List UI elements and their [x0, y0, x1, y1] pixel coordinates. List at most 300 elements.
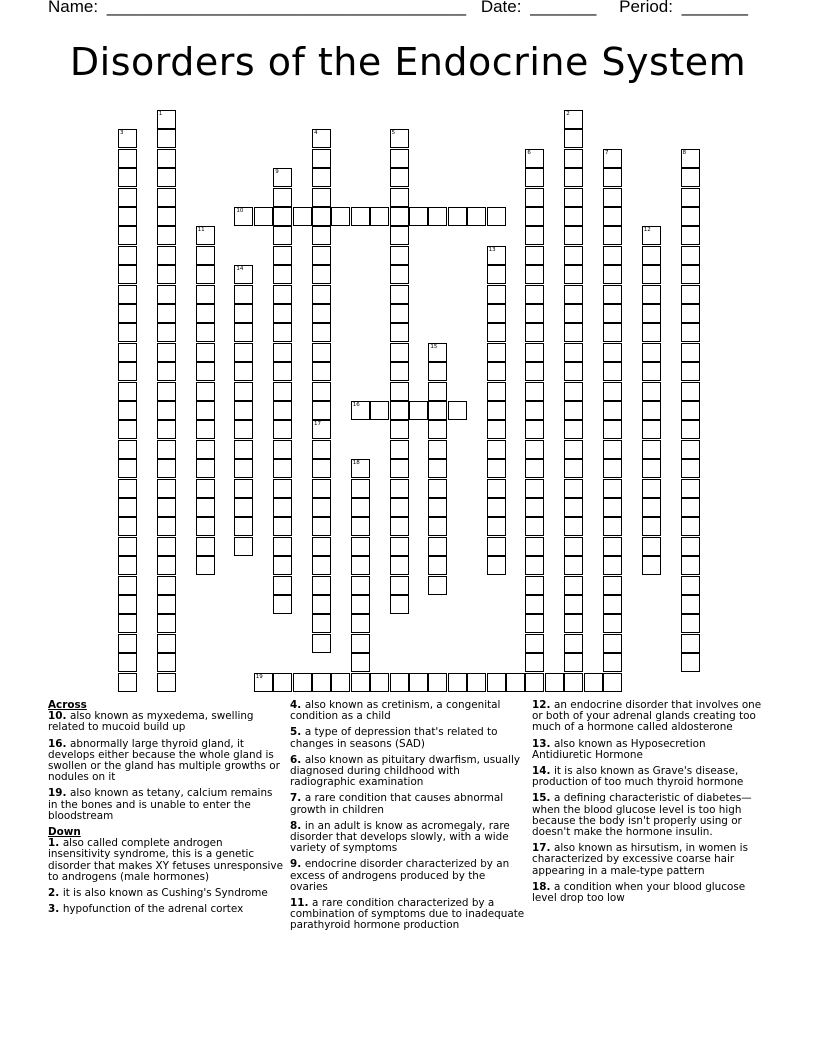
crossword-cell[interactable] [196, 440, 215, 459]
crossword-cell[interactable] [428, 440, 447, 459]
crossword-cell[interactable] [118, 440, 137, 459]
crossword-cell[interactable] [118, 459, 137, 478]
crossword-cell[interactable] [525, 188, 544, 207]
crossword-cell[interactable] [273, 576, 292, 595]
crossword-cell[interactable] [681, 207, 700, 226]
crossword-cell[interactable] [545, 673, 564, 692]
crossword-cell[interactable] [351, 537, 370, 556]
crossword-cell[interactable] [196, 537, 215, 556]
crossword-cell[interactable] [254, 673, 273, 692]
crossword-cell[interactable] [603, 382, 622, 401]
crossword-cell[interactable] [428, 517, 447, 536]
crossword-cell[interactable] [196, 343, 215, 362]
crossword-cell[interactable] [564, 285, 583, 304]
crossword-cell[interactable] [351, 595, 370, 614]
crossword-cell[interactable] [487, 517, 506, 536]
crossword-cell[interactable] [118, 343, 137, 362]
crossword-cell[interactable] [564, 246, 583, 265]
crossword-cell[interactable] [681, 188, 700, 207]
crossword-cell[interactable] [273, 226, 292, 245]
crossword-cell[interactable] [525, 517, 544, 536]
crossword-cell[interactable] [273, 498, 292, 517]
crossword-cell[interactable] [681, 401, 700, 420]
crossword-cell[interactable] [273, 188, 292, 207]
crossword-cell[interactable] [448, 207, 467, 226]
crossword-cell[interactable] [351, 498, 370, 517]
crossword-cell[interactable] [487, 382, 506, 401]
crossword-cell[interactable] [525, 634, 544, 653]
crossword-cell[interactable] [467, 673, 486, 692]
crossword-cell[interactable] [681, 168, 700, 187]
crossword-cell[interactable] [428, 382, 447, 401]
crossword-cell[interactable] [390, 149, 409, 168]
crossword-cell[interactable] [312, 207, 331, 226]
crossword-cell[interactable] [196, 420, 215, 439]
crossword-cell[interactable] [564, 517, 583, 536]
crossword-cell[interactable] [118, 653, 137, 672]
crossword-cell[interactable] [312, 440, 331, 459]
crossword-cell[interactable] [312, 537, 331, 556]
crossword-cell[interactable] [157, 304, 176, 323]
crossword-cell[interactable] [157, 595, 176, 614]
crossword-cell[interactable] [234, 440, 253, 459]
crossword-cell[interactable] [331, 207, 350, 226]
crossword-cell[interactable] [312, 517, 331, 536]
crossword-cell[interactable] [312, 149, 331, 168]
crossword-cell[interactable] [603, 440, 622, 459]
crossword-cell[interactable] [157, 614, 176, 633]
crossword-cell[interactable] [487, 265, 506, 284]
crossword-cell[interactable] [351, 634, 370, 653]
crossword-cell[interactable] [681, 634, 700, 653]
crossword-cell[interactable] [487, 207, 506, 226]
crossword-cell[interactable] [487, 343, 506, 362]
crossword-cell[interactable] [273, 168, 292, 187]
crossword-cell[interactable] [157, 517, 176, 536]
crossword-cell[interactable] [157, 226, 176, 245]
crossword-cell[interactable] [157, 168, 176, 187]
crossword-cell[interactable] [428, 420, 447, 439]
crossword-cell[interactable] [157, 653, 176, 672]
crossword-cell[interactable] [642, 265, 661, 284]
crossword-cell[interactable] [603, 362, 622, 381]
crossword-cell[interactable] [525, 459, 544, 478]
crossword-cell[interactable] [642, 440, 661, 459]
crossword-cell[interactable] [234, 420, 253, 439]
crossword-cell[interactable] [312, 401, 331, 420]
crossword-cell[interactable] [681, 304, 700, 323]
crossword-cell[interactable] [681, 498, 700, 517]
crossword-cell[interactable] [603, 323, 622, 342]
crossword-cell[interactable] [312, 498, 331, 517]
crossword-cell[interactable] [525, 556, 544, 575]
crossword-cell[interactable] [234, 362, 253, 381]
crossword-cell[interactable] [196, 382, 215, 401]
crossword-cell[interactable] [642, 246, 661, 265]
crossword-cell[interactable] [390, 246, 409, 265]
crossword-cell[interactable] [681, 614, 700, 633]
crossword-cell[interactable] [564, 479, 583, 498]
crossword-cell[interactable] [525, 285, 544, 304]
crossword-cell[interactable] [118, 362, 137, 381]
crossword-cell[interactable] [370, 207, 389, 226]
crossword-cell[interactable] [234, 323, 253, 342]
crossword-cell[interactable] [196, 323, 215, 342]
crossword-cell[interactable] [564, 149, 583, 168]
crossword-cell[interactable] [118, 382, 137, 401]
crossword-cell[interactable] [157, 440, 176, 459]
crossword-cell[interactable] [293, 673, 312, 692]
crossword-cell[interactable] [157, 343, 176, 362]
crossword-cell[interactable] [118, 673, 137, 692]
crossword-cell[interactable] [487, 323, 506, 342]
crossword-cell[interactable] [234, 304, 253, 323]
crossword-cell[interactable] [390, 265, 409, 284]
crossword-cell[interactable] [564, 226, 583, 245]
crossword-cell[interactable] [448, 673, 467, 692]
crossword-cell[interactable] [525, 537, 544, 556]
crossword-cell[interactable] [157, 479, 176, 498]
crossword-cell[interactable] [390, 362, 409, 381]
crossword-cell[interactable] [118, 226, 137, 245]
crossword-cell[interactable] [351, 653, 370, 672]
crossword-cell[interactable] [564, 168, 583, 187]
crossword-cell[interactable] [196, 265, 215, 284]
crossword-cell[interactable] [157, 673, 176, 692]
crossword-cell[interactable] [409, 207, 428, 226]
crossword-cell[interactable] [487, 556, 506, 575]
crossword-cell[interactable] [390, 517, 409, 536]
crossword-cell[interactable] [234, 459, 253, 478]
crossword-cell[interactable] [487, 673, 506, 692]
crossword-cell[interactable] [118, 149, 137, 168]
crossword-cell[interactable] [525, 362, 544, 381]
crossword-cell[interactable] [157, 265, 176, 284]
crossword-cell[interactable] [157, 382, 176, 401]
crossword-cell[interactable] [390, 459, 409, 478]
crossword-cell[interactable] [157, 246, 176, 265]
crossword-cell[interactable] [390, 382, 409, 401]
crossword-cell[interactable] [564, 595, 583, 614]
crossword-cell[interactable] [564, 420, 583, 439]
crossword-cell[interactable] [118, 401, 137, 420]
crossword-cell[interactable] [273, 285, 292, 304]
crossword-cell[interactable] [681, 149, 700, 168]
crossword-cell[interactable] [351, 459, 370, 478]
crossword-cell[interactable] [351, 556, 370, 575]
crossword-cell[interactable] [312, 343, 331, 362]
crossword-cell[interactable] [157, 362, 176, 381]
crossword-cell[interactable] [681, 420, 700, 439]
crossword-cell[interactable] [312, 304, 331, 323]
crossword-cell[interactable] [118, 498, 137, 517]
crossword-cell[interactable] [234, 285, 253, 304]
date-blank[interactable]: _______ [530, 0, 597, 16]
crossword-cell[interactable] [681, 362, 700, 381]
crossword-cell[interactable] [273, 595, 292, 614]
crossword-cell[interactable] [157, 576, 176, 595]
crossword-cell[interactable] [681, 382, 700, 401]
crossword-cell[interactable] [312, 634, 331, 653]
crossword-cell[interactable] [642, 537, 661, 556]
crossword-cell[interactable] [118, 168, 137, 187]
crossword-cell[interactable] [681, 246, 700, 265]
crossword-cell[interactable] [564, 129, 583, 148]
crossword-cell[interactable] [390, 537, 409, 556]
crossword-cell[interactable] [564, 343, 583, 362]
crossword-cell[interactable] [312, 382, 331, 401]
crossword-cell[interactable] [390, 285, 409, 304]
crossword-cell[interactable] [234, 517, 253, 536]
crossword-cell[interactable] [584, 673, 603, 692]
crossword-cell[interactable] [564, 265, 583, 284]
crossword-cell[interactable] [196, 517, 215, 536]
crossword-cell[interactable] [157, 323, 176, 342]
crossword-cell[interactable] [312, 420, 331, 439]
crossword-cell[interactable] [564, 110, 583, 129]
crossword-cell[interactable] [273, 401, 292, 420]
crossword-cell[interactable] [312, 556, 331, 575]
crossword-cell[interactable] [390, 556, 409, 575]
crossword-cell[interactable] [312, 576, 331, 595]
crossword-cell[interactable] [642, 226, 661, 245]
crossword-cell[interactable] [428, 537, 447, 556]
crossword-cell[interactable] [273, 246, 292, 265]
crossword-cell[interactable] [351, 517, 370, 536]
crossword-cell[interactable] [157, 110, 176, 129]
crossword-cell[interactable] [312, 595, 331, 614]
crossword-cell[interactable] [118, 129, 137, 148]
crossword-cell[interactable] [525, 226, 544, 245]
crossword-cell[interactable] [603, 556, 622, 575]
crossword-cell[interactable] [351, 479, 370, 498]
period-blank[interactable]: _______ [681, 0, 748, 16]
crossword-cell[interactable] [118, 576, 137, 595]
crossword-cell[interactable] [234, 479, 253, 498]
crossword-cell[interactable] [428, 498, 447, 517]
crossword-cell[interactable] [525, 246, 544, 265]
crossword-cell[interactable] [312, 129, 331, 148]
crossword-cell[interactable] [603, 420, 622, 439]
crossword-cell[interactable] [196, 479, 215, 498]
crossword-cell[interactable] [564, 440, 583, 459]
crossword-cell[interactable] [487, 401, 506, 420]
crossword-cell[interactable] [273, 556, 292, 575]
crossword-cell[interactable] [312, 265, 331, 284]
crossword-cell[interactable] [603, 265, 622, 284]
crossword-cell[interactable] [564, 459, 583, 478]
crossword-cell[interactable] [428, 479, 447, 498]
crossword-cell[interactable] [273, 537, 292, 556]
crossword-cell[interactable] [603, 595, 622, 614]
crossword-cell[interactable] [273, 323, 292, 342]
crossword-cell[interactable] [681, 576, 700, 595]
crossword-cell[interactable] [525, 207, 544, 226]
crossword-cell[interactable] [603, 537, 622, 556]
crossword-cell[interactable] [525, 343, 544, 362]
crossword-cell[interactable] [525, 265, 544, 284]
crossword-cell[interactable] [312, 362, 331, 381]
crossword-cell[interactable] [312, 188, 331, 207]
crossword-cell[interactable] [196, 304, 215, 323]
crossword-cell[interactable] [157, 498, 176, 517]
crossword-cell[interactable] [157, 634, 176, 653]
crossword-cell[interactable] [603, 673, 622, 692]
crossword-cell[interactable] [390, 323, 409, 342]
crossword-cell[interactable] [525, 479, 544, 498]
crossword-cell[interactable] [390, 440, 409, 459]
crossword-cell[interactable] [564, 323, 583, 342]
crossword-cell[interactable] [390, 343, 409, 362]
crossword-cell[interactable] [331, 673, 350, 692]
crossword-cell[interactable] [312, 226, 331, 245]
crossword-cell[interactable] [603, 614, 622, 633]
crossword-cell[interactable] [118, 517, 137, 536]
crossword-cell[interactable] [118, 420, 137, 439]
crossword-cell[interactable] [312, 673, 331, 692]
crossword-cell[interactable] [448, 401, 467, 420]
crossword-cell[interactable] [642, 401, 661, 420]
crossword-cell[interactable] [428, 362, 447, 381]
crossword-cell[interactable] [118, 188, 137, 207]
crossword-cell[interactable] [487, 440, 506, 459]
crossword-cell[interactable] [273, 517, 292, 536]
crossword-cell[interactable] [525, 420, 544, 439]
crossword-cell[interactable] [234, 537, 253, 556]
crossword-cell[interactable] [196, 285, 215, 304]
crossword-cell[interactable] [525, 168, 544, 187]
crossword-cell[interactable] [642, 343, 661, 362]
crossword-cell[interactable] [312, 168, 331, 187]
crossword-cell[interactable] [603, 634, 622, 653]
crossword-cell[interactable] [273, 459, 292, 478]
crossword-cell[interactable] [564, 498, 583, 517]
crossword-cell[interactable] [409, 673, 428, 692]
crossword-cell[interactable] [525, 653, 544, 672]
crossword-cell[interactable] [390, 188, 409, 207]
crossword-cell[interactable] [118, 246, 137, 265]
crossword-cell[interactable] [603, 401, 622, 420]
crossword-cell[interactable] [428, 576, 447, 595]
crossword-cell[interactable] [681, 226, 700, 245]
crossword-cell[interactable] [118, 207, 137, 226]
crossword-cell[interactable] [118, 285, 137, 304]
crossword-cell[interactable] [603, 168, 622, 187]
crossword-cell[interactable] [390, 498, 409, 517]
crossword-cell[interactable] [564, 401, 583, 420]
crossword-cell[interactable] [506, 673, 525, 692]
crossword-cell[interactable] [351, 614, 370, 633]
crossword-cell[interactable] [642, 479, 661, 498]
crossword-cell[interactable] [564, 614, 583, 633]
crossword-cell[interactable] [196, 246, 215, 265]
crossword-cell[interactable] [603, 498, 622, 517]
crossword-cell[interactable] [681, 323, 700, 342]
crossword-cell[interactable] [564, 673, 583, 692]
crossword-cell[interactable] [234, 382, 253, 401]
crossword-cell[interactable] [525, 673, 544, 692]
crossword-cell[interactable] [234, 343, 253, 362]
crossword-cell[interactable] [390, 401, 409, 420]
crossword-cell[interactable] [603, 576, 622, 595]
crossword-cell[interactable] [642, 420, 661, 439]
crossword-cell[interactable] [487, 479, 506, 498]
crossword-cell[interactable] [273, 673, 292, 692]
crossword-cell[interactable] [603, 226, 622, 245]
crossword-cell[interactable] [312, 479, 331, 498]
crossword-cell[interactable] [118, 634, 137, 653]
crossword-cell[interactable] [157, 537, 176, 556]
crossword-cell[interactable] [118, 304, 137, 323]
crossword-cell[interactable] [681, 517, 700, 536]
crossword-cell[interactable] [390, 595, 409, 614]
crossword-cell[interactable] [390, 479, 409, 498]
crossword-cell[interactable] [390, 673, 409, 692]
crossword-cell[interactable] [642, 304, 661, 323]
crossword-cell[interactable] [273, 382, 292, 401]
crossword-cell[interactable] [487, 498, 506, 517]
crossword-cell[interactable] [642, 382, 661, 401]
crossword-cell[interactable] [681, 556, 700, 575]
crossword-cell[interactable] [525, 382, 544, 401]
crossword-cell[interactable] [273, 420, 292, 439]
crossword-cell[interactable] [642, 556, 661, 575]
crossword-cell[interactable] [390, 304, 409, 323]
crossword-cell[interactable] [603, 304, 622, 323]
crossword-cell[interactable] [118, 265, 137, 284]
crossword-cell[interactable] [487, 362, 506, 381]
crossword-cell[interactable] [273, 265, 292, 284]
crossword-cell[interactable] [196, 362, 215, 381]
crossword-cell[interactable] [603, 479, 622, 498]
crossword-cell[interactable] [118, 323, 137, 342]
crossword-cell[interactable] [390, 168, 409, 187]
crossword-cell[interactable] [564, 576, 583, 595]
crossword-cell[interactable] [467, 207, 486, 226]
crossword-cell[interactable] [370, 673, 389, 692]
crossword-cell[interactable] [351, 576, 370, 595]
crossword-cell[interactable] [118, 614, 137, 633]
crossword-cell[interactable] [525, 595, 544, 614]
crossword-cell[interactable] [603, 207, 622, 226]
crossword-cell[interactable] [351, 401, 370, 420]
crossword-cell[interactable] [312, 614, 331, 633]
crossword-cell[interactable] [196, 226, 215, 245]
crossword-cell[interactable] [157, 207, 176, 226]
crossword-cell[interactable] [564, 362, 583, 381]
crossword-cell[interactable] [312, 323, 331, 342]
crossword-cell[interactable] [428, 673, 447, 692]
crossword-cell[interactable] [428, 401, 447, 420]
crossword-cell[interactable] [525, 614, 544, 633]
crossword-cell[interactable] [525, 498, 544, 517]
crossword-cell[interactable] [428, 459, 447, 478]
crossword-cell[interactable] [525, 576, 544, 595]
crossword-cell[interactable] [564, 556, 583, 575]
crossword-cell[interactable] [487, 246, 506, 265]
crossword-cell[interactable] [428, 343, 447, 362]
crossword-cell[interactable] [642, 459, 661, 478]
crossword-cell[interactable] [603, 653, 622, 672]
crossword-cell[interactable] [390, 226, 409, 245]
crossword-cell[interactable] [390, 129, 409, 148]
crossword-cell[interactable] [564, 188, 583, 207]
crossword-cell[interactable] [196, 498, 215, 517]
crossword-cell[interactable] [390, 207, 409, 226]
crossword-cell[interactable] [603, 188, 622, 207]
crossword-cell[interactable] [273, 479, 292, 498]
crossword-cell[interactable] [603, 517, 622, 536]
